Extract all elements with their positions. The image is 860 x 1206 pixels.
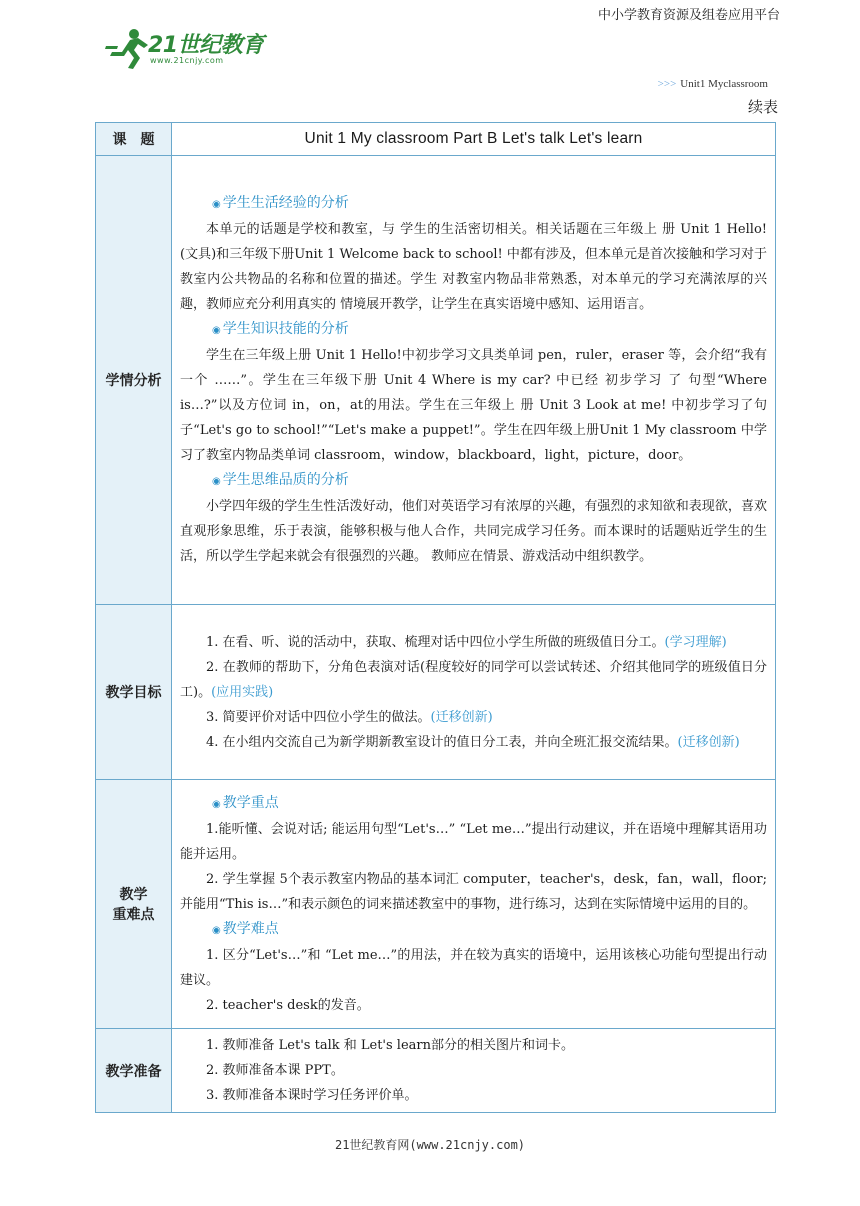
section-heading: ◉ 教学难点 (212, 920, 279, 937)
objective-tag: (应用实践) (211, 684, 274, 700)
section-heading: ◉ 学生知识技能的分析 (212, 321, 349, 337)
site-logo[interactable] (104, 22, 274, 72)
key-points-row (96, 780, 776, 1029)
bullet-icon: ◉ (212, 325, 221, 336)
key-point-item: 2. 学生掌握 5个表示教室内物品的基本词汇 computer，teacher's，desk，fan，wall，floor; 并能用“This is…”和表示颜色的词来描述教室中的事物，进行练习，达到在实际情境中运用的目的。 (180, 871, 767, 912)
objective-item: 4. 在小组内交流自己为新学期新教室设计的值日分工表，并向全班汇报交流结果。(迁移创新) (206, 734, 740, 750)
difficulty-item: 2. teacher's desk的发音。 (206, 997, 370, 1013)
analysis-row (96, 156, 776, 605)
objective-item: 1. 在看、听、说的活动中，获取、梳理对话中四位小学生所做的班级值日分工。(学习理解) (206, 634, 727, 650)
preparation-content (172, 1029, 776, 1113)
bullet-icon: ◉ (212, 199, 221, 210)
key-points-content (172, 780, 776, 1029)
page-footer: 21世纪教育网(www.21cnjy.com) (334, 1138, 526, 1152)
difficulty-item: 1. 区分“Let's…”和 “Let me…”的用法，并在较为真实的语境中，运用该核心功能句型提出行动建议。 (180, 947, 767, 988)
bullet-icon: ◉ (212, 924, 221, 936)
objective-tag: (迁移创新) (430, 709, 493, 725)
runner-logo-icon (104, 26, 152, 72)
logo-url-text: www.21cnjy.com (150, 56, 224, 65)
key-points-label: 教学 重难点 (96, 780, 172, 1029)
unit-arrows: >>> (657, 78, 677, 90)
key-point-item: 1.能听懂、会说对话; 能运用句型“Let's…” “Let me…”提出行动建议，并在语境中理解其语用功能并运用。 (180, 821, 767, 862)
unit-tag-text: Unit1 Myclassroom (680, 78, 768, 90)
objective-tag: (学习理解) (664, 634, 727, 650)
section-heading: ◉ 学生生活经验的分析 (212, 195, 349, 211)
paragraph: 小学四年级的学生生性活泼好动，他们对英语学习有浓厚的兴趣，有强烈的求知欲和表现欲，喜欢直观形象思维，乐于表演，能够积极与他人合作，共同完成学习任务。而本课时的话题贴近学生的生活，所以学生学起来就会有很强烈的兴趣。 教师应在情景、游戏活动中组织教学。 (180, 499, 767, 564)
preparation-label: 教学准备 (96, 1029, 172, 1113)
objectives-label: 教学目标 (96, 605, 172, 780)
analysis-label: 学情分析 (96, 156, 172, 605)
lesson-plan-table (95, 122, 776, 1113)
objectives-content (172, 605, 776, 780)
prep-item: 2. 教师准备本课 PPT。 (206, 1063, 344, 1078)
paragraph: 本单元的话题是学校和教室，与 学生的生活密切相关。相关话题在三年级上 册 Unit 1 Hello! (文具)和三年级下册Unit 1 Welcome back to school! 中都有涉及，但本单元是首次接触和学习对于教室内公共物品的名称和位置的描述。学生 对教室内物品非常熟悉，对本单元的学习充满浓厚的兴趣，教师应充分利用真实的 情境展开教学，让学生在真实语境中感知、运用语言。 (180, 222, 767, 312)
prep-item: 3. 教师准备本课时学习任务评价单。 (206, 1088, 418, 1103)
continued-label: 续表 (747, 98, 778, 116)
title-label: 课 题 (96, 123, 172, 156)
section-heading: ◉ 教学重点 (212, 794, 279, 811)
logo-brand-text: 21世纪教育 (148, 33, 264, 58)
preparation-row (96, 1029, 776, 1113)
unit-tag (658, 78, 768, 90)
section-heading: ◉ 学生思维品质的分析 (212, 472, 349, 488)
bullet-icon: ◉ (212, 476, 221, 487)
bullet-icon: ◉ (212, 798, 221, 810)
paragraph: 学生在三年级上册 Unit 1 Hello!中初步学习文具类单词 pen，ruler，eraser 等，会介绍“我有一个 ……”。学生在三年级下册 Unit 4 Where is my car? 中已经 初步学习 了 句型“Where is…?”以及方位词 in，on，at的用法。学生在三年级上 册 Unit 3 Look at me! 中初步学习了句子“Let's go to school!”“Let's make a puppet!”。学生在四年级上册Unit 1 My classroom 中学习了教室内物品类单词 classroom，window，blackboard，light，picture，door。 (180, 348, 767, 463)
platform-name: 中小学教育资源及组卷应用平台 (597, 8, 780, 23)
objective-tag: (迁移创新) (677, 734, 740, 750)
objectives-row (96, 605, 776, 780)
prep-item: 1. 教师准备 Let's talk 和 Let's learn部分的相关图片和词卡。 (206, 1038, 574, 1053)
title-row (96, 123, 776, 156)
objective-item: 3. 简要评价对话中四位小学生的做法。(迁移创新) (206, 709, 493, 725)
analysis-content (172, 156, 776, 605)
objective-item: 2. 在教师的帮助下，分角色表演对话(程度较好的同学可以尝试转述、介绍其他同学的班级值日分工)。(应用实践) (180, 659, 767, 700)
lesson-title: Unit 1 My classroom Part B Let's talk Let's learn (172, 123, 776, 156)
